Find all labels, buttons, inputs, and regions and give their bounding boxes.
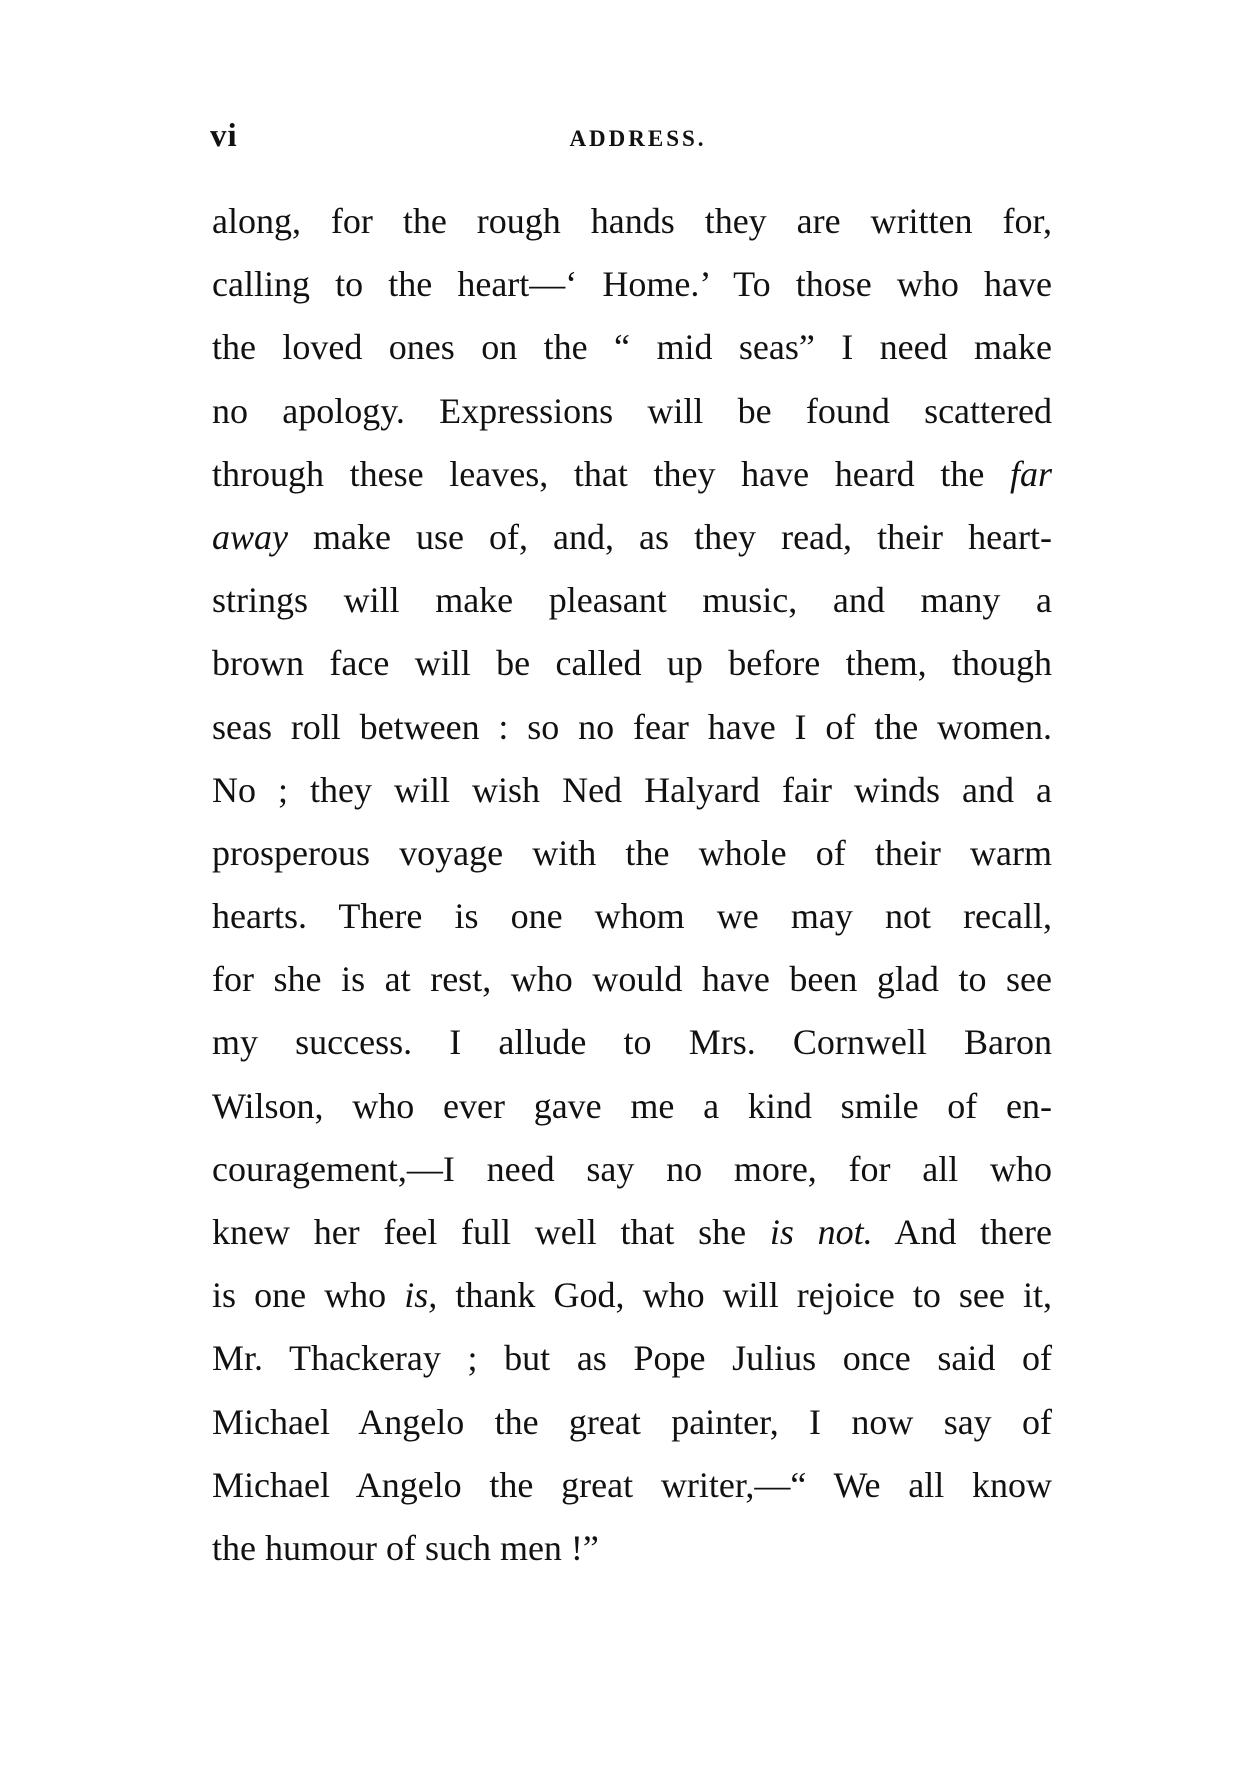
text-line [212, 1201, 1052, 1264]
text-segment: for she is at rest, who would have been glad to see [212, 959, 1052, 1000]
italic-text: away [212, 516, 288, 557]
text-segment: Wilson, who ever gave me a kind smile of en- [212, 1085, 1052, 1126]
text-line [212, 380, 1052, 443]
text-line [212, 1517, 1052, 1580]
text-segment: make use of, and, as they read, their heart- [288, 516, 1052, 557]
text-line [212, 1075, 1052, 1138]
text-line [212, 316, 1052, 379]
text-line [212, 632, 1052, 695]
text-line [212, 696, 1052, 759]
italic-text: is not. [769, 1212, 873, 1252]
page-number: vi [210, 118, 238, 154]
text-line [212, 190, 1052, 253]
running-head: ADDRESS. [569, 126, 707, 151]
text-line [212, 885, 1052, 948]
text-segment: knew her feel full well that she [212, 1212, 770, 1252]
text-line [212, 1327, 1052, 1390]
text-line [212, 1391, 1052, 1454]
text-line [212, 506, 1052, 569]
text-segment: is one who [212, 1275, 405, 1316]
body-text [212, 190, 1052, 1580]
text-segment: No ; they will wish Ned Halyard fair winds and a [212, 769, 1052, 810]
text-segment: no apology. Expressions will be found scattered [212, 390, 1052, 431]
text-line [212, 948, 1052, 1011]
text-segment: thank God, who will rejoice to see it, [437, 1275, 1052, 1316]
page-header [210, 118, 1060, 158]
text-line [212, 1011, 1052, 1074]
text-segment: Mr. Thackeray ; but as Pope Julius once said of [212, 1338, 1052, 1379]
text-segment: the humour of such men !” [212, 1527, 599, 1568]
text-line [212, 1264, 1052, 1327]
text-segment: Michael Angelo the great painter, I now say of [212, 1401, 1052, 1442]
text-segment: along, for the rough hands they are written for, [212, 201, 1052, 241]
italic-text: is, [404, 1275, 438, 1316]
text-line [212, 759, 1052, 822]
text-segment: hearts. There is one whom we may not recall, [212, 896, 1052, 937]
text-line [212, 569, 1052, 632]
text-segment: brown face will be called up before them, though [212, 643, 1052, 684]
text-line [212, 1138, 1052, 1201]
text-segment: Michael Angelo the great writer,—“ We all know [212, 1464, 1052, 1505]
text-segment: And there [872, 1212, 1052, 1252]
text-segment: seas roll between : so no fear have I of the women. [212, 706, 1052, 747]
text-segment: through these leaves, that they have heard the [212, 453, 1010, 494]
text-segment: prosperous voyage with the whole of their warm [212, 832, 1052, 873]
text-segment: strings will make pleasant music, and many a [212, 580, 1052, 621]
italic-text: far [1009, 453, 1052, 494]
text-line [212, 822, 1052, 885]
text-segment: the loved ones on the “ mid seas” I need make [212, 327, 1052, 368]
text-segment: calling to the heart—‘ Home.’ To those who have [212, 264, 1052, 305]
text-segment: my success. I allude to Mrs. Cornwell Baron [212, 1022, 1052, 1063]
text-line [212, 1454, 1052, 1517]
text-segment: couragement,—I need say no more, for all who [212, 1148, 1052, 1189]
text-line [212, 443, 1052, 506]
text-line [212, 253, 1052, 316]
